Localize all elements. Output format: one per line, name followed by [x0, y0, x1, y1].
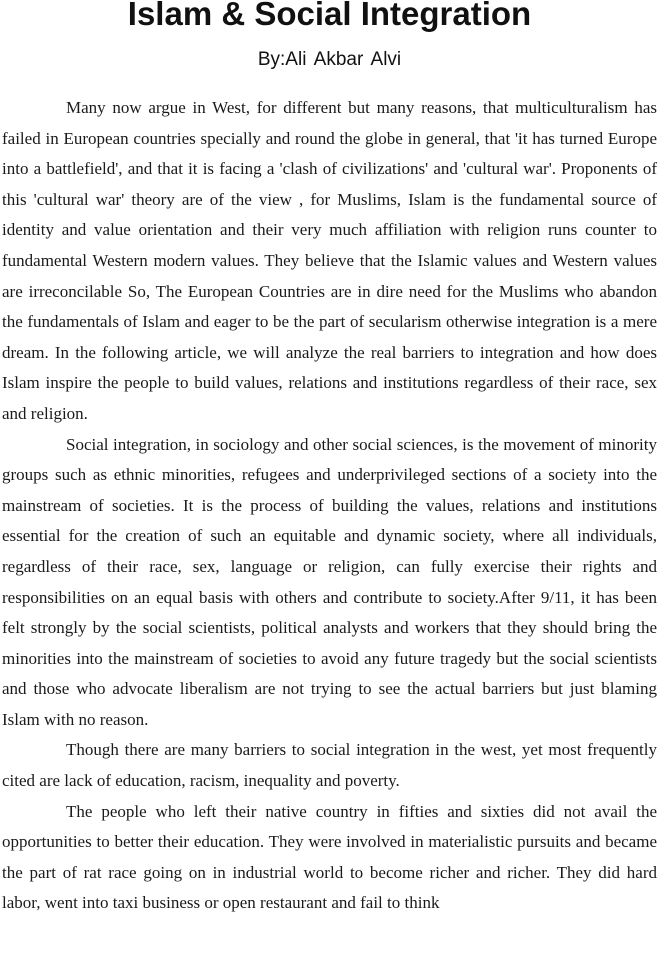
paragraph-education: The people who left their native country in fifties and sixties did not avail the opportunities to better their education. They were involved in materialistic pursuits and became the part of rat race going on in industrial world to become richer and richer. They did hard labor, went into taxi business or open restaurant and fail to think [2, 801, 657, 913]
page-title: Islam & Social Integration [127, 0, 532, 32]
article-body [2, 93, 657, 919]
paragraph-definition: Social integration, in sociology and other social sciences, is the movement of minority groups such as ethnic minorities, refugees and underprivileged sections of a society into the mainstream of societies. It is the process of building the values, relations and institutions essential for the creation of such an equitable and dynamic society, where all individuals, regardless of their race, sex, language or religion, can fully exercise their rights and responsibilities on an equal basis with others and contribute to society.After 9/11, it has been felt strongly by the social scientists, political analysts and workers that they should bring the minorities into the mainstream of societies to avoid any future tragedy but the social scientists and those who advocate liberalism are not trying to see the actual barriers but just blaming Islam with no reason. [2, 434, 657, 729]
paragraph-intro: Many now argue in West, for different but many reasons, that multiculturalism has failed in European countries specially and round the globe in general, that 'it has turned Europe into a battlefield', and that it is facing a 'clash of civilizations' and 'cultural war'. Proponents of this 'cultural war' theory are of the view , for Muslims, Islam is the fundamental source of identity and value orientation and their very much affiliation with religion runs counter to fundamental Western modern values. They believe that the Islamic values and Western values are irreconcilable So, The European Countries are in dire need for the Muslims who abandon the fundamentals of Islam and eager to be the part of secularism otherwise integration is a mere dream. In the following article, we will analyze the real barriers to integration and how does Islam inspire the people to build values, relations and institutions regardless of their race, sex and religion. [2, 98, 657, 423]
paragraph-barriers: Though there are many barriers to social integration in the west, yet most frequently cited are lack of education, racism, inequality and poverty. [2, 740, 657, 791]
author-byline: By:Ali Akbar Alvi [257, 49, 402, 70]
